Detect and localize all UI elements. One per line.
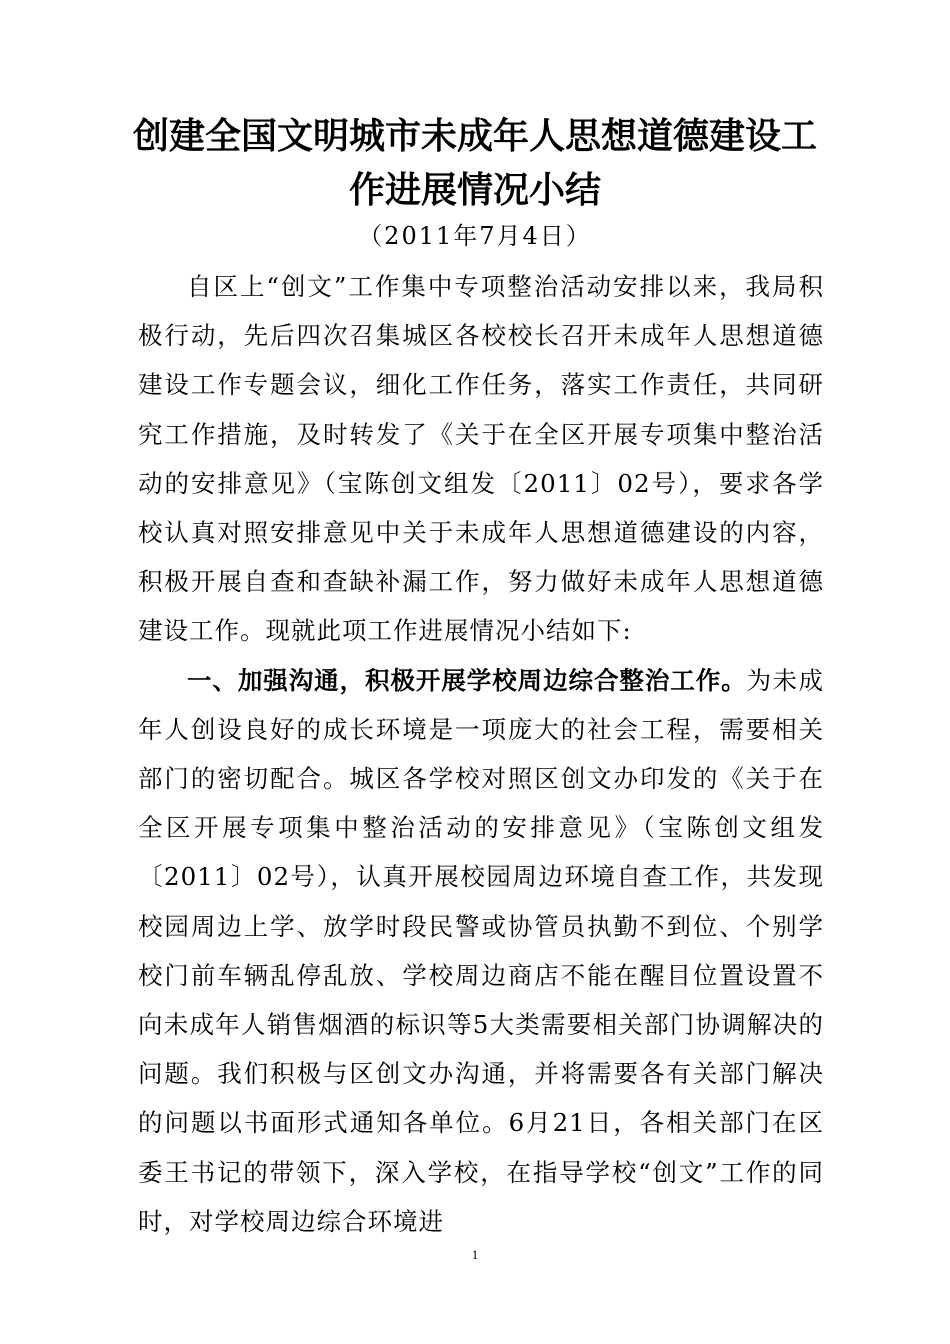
section-1-heading: 一、加强沟通，积极开展学校周边综合整治工作。 [187,665,747,695]
document-date: （2011年7月4日） [358,222,592,250]
section-1-paragraph [138,656,824,1246]
intro-paragraph: 自区上“创文”工作集中专项整治活动安排以来，我局积极行动，先后四次召集城区各校校长召开未成年人思想道德建设工作专题会议，细化工作任务，落实工作责任，共同研究工作措施，及时转发了《关于在全区开展专项集中整治活动的安排意见》（宝陈创文组发〔2011〕02号），要求各学校认真对照安排意见中关于未成年人思想道德建设的内容，积极开展自查和查缺补漏工作，努力做好未成年人思想道德建设工作。现就此项工作进展情况小结如下: [138,272,824,646]
section-1-text: 为未成年人创设良好的成长环境是一项庞大的社会工程，需要相关部门的密切配合。城区各学校对照区创文办印发的《关于在全区开展专项集中整治活动的安排意见》（宝陈创文组发〔2011〕02号），认真开展校园周边环境自查工作，共发现校园周边上学、放学时段民警或协管员执勤不到位、个别学校门前车辆乱停乱放、学校周边商店不能在醒目位置设置不向未成年人销售烟酒的标识等5大类需要相关部门协调解决的问题。我们积极与区创文办沟通，并将需要各有关部门解决的问题以书面形式通知各单位。6月21日，各相关部门在区委王书记的带领下，深入学校，在指导学校“创文”工作的同时，对学校周边综合环境进 [138,665,824,1236]
page-number: 1 [471,1247,479,1262]
document-title: 创建全国文明城市未成年人思想道德建设工作进展情况小结 [132,116,817,211]
document-body [138,262,824,1246]
